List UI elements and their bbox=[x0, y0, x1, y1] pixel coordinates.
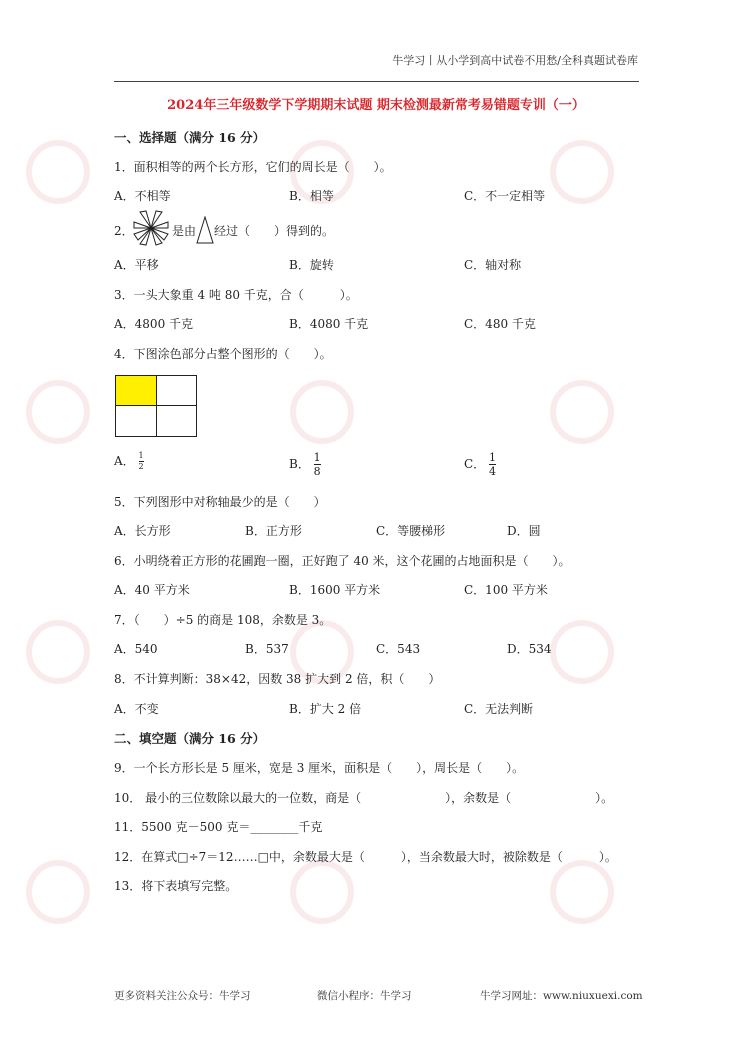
document-title: 2024年三年级数学下学期期末试题 期末检测最新常考易错题专训（一） bbox=[167, 98, 585, 113]
question-7-option-d: D．534 bbox=[507, 642, 552, 656]
watermark-logo-icon bbox=[26, 860, 90, 924]
rotated-figure-icon bbox=[132, 210, 170, 246]
question-3-stem: 3．一头大象重 4 吨 80 千克，合（ ）。 bbox=[114, 288, 358, 302]
footer-website: 牛学习网址：www.niuxuexi.com bbox=[480, 990, 643, 1002]
question-2-number: 2． bbox=[114, 224, 134, 238]
question-5-option-c: C．等腰梯形 bbox=[376, 524, 446, 538]
question-3-option-b: B．4080 千克 bbox=[289, 317, 369, 331]
question-1-option-c: C．不一定相等 bbox=[464, 189, 546, 203]
section-heading-fill-in: 二、填空题（满分 16 分） bbox=[114, 731, 266, 746]
question-4-option-c: C． $\frac{1}{4}$ bbox=[464, 451, 497, 478]
question-7-option-c: C．543 bbox=[376, 642, 421, 656]
question-6-option-b: B．1600 平方米 bbox=[289, 583, 381, 597]
question-6-option-a: A．40 平方米 bbox=[114, 583, 190, 597]
footer-wechat-official: 更多资料关注公众号：牛学习 bbox=[114, 990, 251, 1002]
question-1-stem: 1．面积相等的两个长方形，它们的周长是（ ）。 bbox=[114, 160, 392, 174]
question-6-stem: 6．小明绕着正方形的花圃跑一圈，正好跑了 40 米，这个花圃的占地面积是（ ）。 bbox=[114, 554, 571, 568]
section-heading-choice: 一、选择题（满分 16 分） bbox=[114, 130, 266, 145]
watermark-logo-icon bbox=[26, 380, 90, 444]
question-1-option-a: A．不相等 bbox=[114, 189, 171, 203]
watermark-logo-icon bbox=[26, 620, 90, 684]
fraction: $\frac{1}{2}$ bbox=[138, 451, 144, 471]
question-9-stem: 9．一个长方形长是 5 厘米，宽是 3 厘米，面积是（ ），周长是（ ）。 bbox=[114, 761, 525, 775]
question-7-stem: 7．（ ）÷5 的商是 108，余数是 3。 bbox=[114, 613, 332, 627]
footer-mini-program: 微信小程序：牛学习 bbox=[317, 990, 412, 1002]
question-5-stem: 5．下列图形中对称轴最少的是（ ） bbox=[114, 495, 326, 509]
watermark-logo-icon bbox=[26, 140, 90, 204]
watermark-logo-icon bbox=[550, 860, 614, 924]
header-site-slogan: 牛学习丨从小学到高中试卷不用愁/全科真题试卷库 bbox=[392, 54, 638, 67]
shaded-cell bbox=[116, 376, 157, 406]
question-2-option-a: A．平移 bbox=[114, 258, 159, 272]
question-1-option-b: B．相等 bbox=[289, 189, 334, 203]
grid-cell bbox=[116, 405, 157, 436]
question-4-stem: 4．下图涂色部分占整个图形的（ ）。 bbox=[114, 347, 332, 361]
grid-cell bbox=[156, 376, 196, 406]
question-12-stem: 12．在算式□÷7＝12……□中，余数最大是（ ），当余数最大时，被除数是（ ）。 bbox=[114, 850, 617, 864]
question-5-option-a: A．长方形 bbox=[114, 524, 171, 538]
shaded-grid-figure bbox=[115, 375, 197, 437]
question-3-option-c: C．480 千克 bbox=[464, 317, 536, 331]
question-7-option-a: A．540 bbox=[114, 642, 158, 656]
question-11-stem: 11．5500 克－500 克＝________千克 bbox=[114, 820, 323, 834]
question-8-option-a: A．不变 bbox=[114, 702, 159, 716]
grid-cell bbox=[156, 405, 196, 436]
question-2-option-c: C．轴对称 bbox=[464, 258, 522, 272]
watermark-logo-icon bbox=[290, 380, 354, 444]
question-4-option-b: B． $\frac{1}{8}$ bbox=[289, 451, 321, 478]
question-8-option-b: B．扩大 2 倍 bbox=[289, 702, 362, 716]
watermark-logo-icon bbox=[550, 140, 614, 204]
question-2-option-b: B．旋转 bbox=[289, 258, 334, 272]
question-5-option-b: B．正方形 bbox=[245, 524, 302, 538]
triangle-icon bbox=[196, 216, 214, 244]
question-8-option-c: C．无法判断 bbox=[464, 702, 534, 716]
question-3-option-a: A．4800 千克 bbox=[114, 317, 194, 331]
question-2-stem-rest: 经过（ ）得到的。 bbox=[214, 224, 335, 238]
question-5-option-d: D．圆 bbox=[507, 524, 541, 538]
fraction: $\frac{1}{4}$ bbox=[489, 451, 497, 478]
watermark-logo-icon bbox=[550, 380, 614, 444]
question-10-stem: 10． 最小的三位数除以最大的一位数，商是（ ），余数是（ ）。 bbox=[114, 791, 614, 805]
question-6-option-c: C．100 平方米 bbox=[464, 583, 548, 597]
watermark-logo-icon bbox=[550, 620, 614, 684]
question-13-stem: 13．将下表填写完整。 bbox=[114, 879, 238, 893]
question-8-stem: 8．不计算判断：38×42，因数 38 扩大到 2 倍，积（ ） bbox=[114, 672, 441, 686]
header-divider bbox=[114, 81, 639, 82]
question-7-option-b: B．537 bbox=[245, 642, 289, 656]
question-4-option-a: A． $\frac{1}{2}$ bbox=[114, 451, 144, 471]
fraction: $\frac{1}{8}$ bbox=[313, 451, 321, 478]
watermark-logo-icon bbox=[290, 860, 354, 924]
question-2-connector: 是由 bbox=[172, 224, 197, 238]
